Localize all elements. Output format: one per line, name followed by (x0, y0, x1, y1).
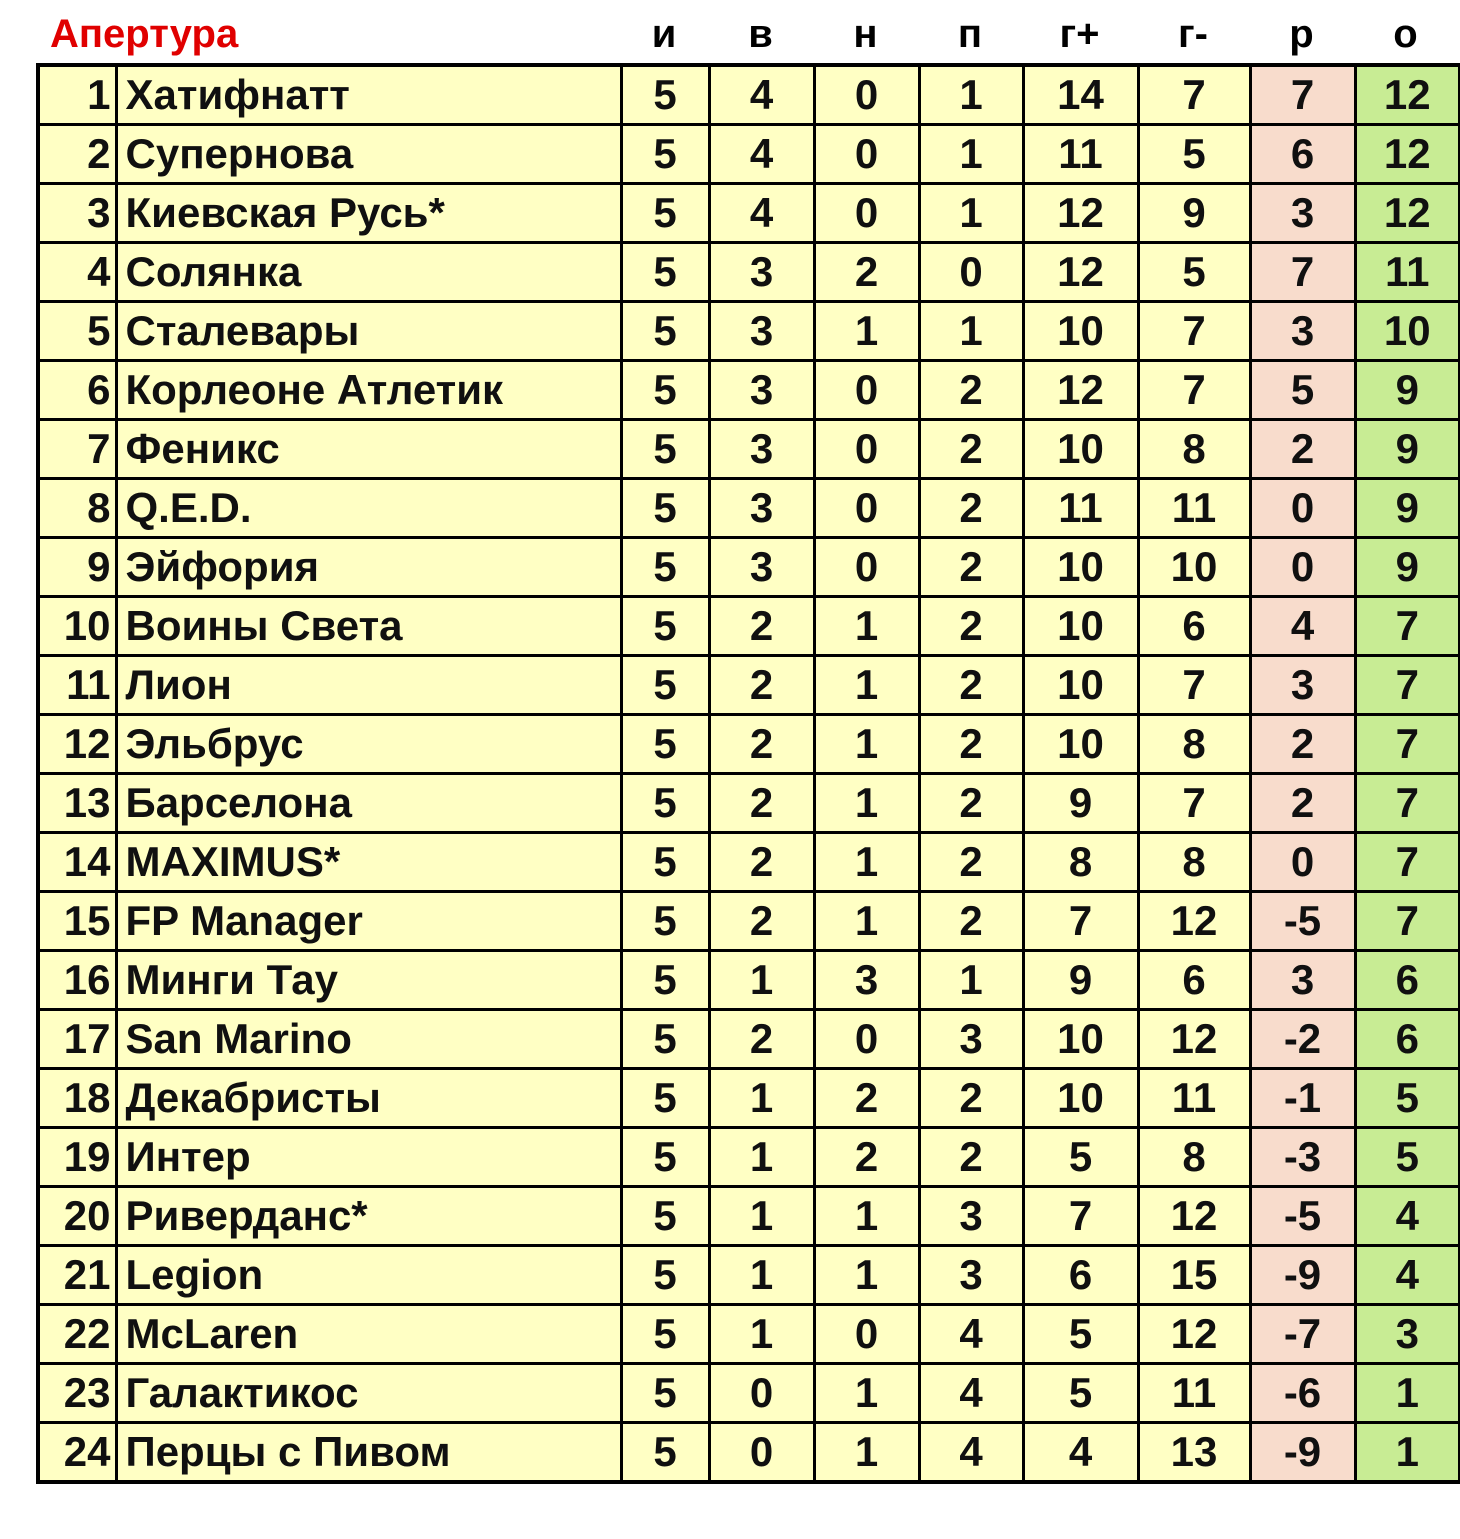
table-row (38, 479, 1460, 538)
draws-cell: 1 (814, 1364, 919, 1423)
games-cell: 5 (621, 184, 709, 243)
points-cell: 6 (1355, 951, 1460, 1010)
goal-difference-cell: 7 (1250, 65, 1355, 125)
position-cell: 5 (38, 302, 116, 361)
losses-cell: 2 (919, 420, 1023, 479)
team-name-cell: Эйфория (116, 538, 621, 597)
goals-against-cell: 12 (1138, 892, 1250, 951)
table-row (38, 1069, 1460, 1128)
draws-cell: 3 (814, 951, 919, 1010)
goals-for-cell: 10 (1023, 302, 1138, 361)
goal-difference-cell: 4 (1250, 597, 1355, 656)
games-cell: 5 (621, 951, 709, 1010)
goal-difference-cell: -1 (1250, 1069, 1355, 1128)
team-name-cell: Лион (116, 656, 621, 715)
losses-cell: 2 (919, 1069, 1023, 1128)
losses-cell: 2 (919, 892, 1023, 951)
position-cell: 14 (38, 833, 116, 892)
losses-cell: 1 (919, 125, 1023, 184)
goal-difference-cell: -9 (1250, 1246, 1355, 1305)
goals-against-cell: 5 (1138, 243, 1250, 302)
column-header-goal-difference: р (1289, 12, 1314, 56)
wins-cell: 3 (709, 243, 814, 302)
draws-cell: 1 (814, 1423, 919, 1483)
goals-for-cell: 5 (1023, 1128, 1138, 1187)
wins-cell: 3 (709, 302, 814, 361)
points-cell: 7 (1355, 892, 1460, 951)
games-cell: 5 (621, 656, 709, 715)
wins-cell: 4 (709, 65, 814, 125)
draws-cell: 2 (814, 1128, 919, 1187)
position-cell: 15 (38, 892, 116, 951)
team-name-cell: McLaren (116, 1305, 621, 1364)
losses-cell: 2 (919, 479, 1023, 538)
goals-against-cell: 7 (1138, 302, 1250, 361)
losses-cell: 2 (919, 715, 1023, 774)
goals-for-cell: 14 (1023, 65, 1138, 125)
column-header-points: о (1393, 12, 1418, 56)
goals-for-cell: 12 (1023, 243, 1138, 302)
table-title: Апертура (50, 12, 239, 56)
goals-for-cell: 12 (1023, 184, 1138, 243)
wins-cell: 2 (709, 656, 814, 715)
position-cell: 4 (38, 243, 116, 302)
table-row (38, 1423, 1460, 1483)
position-cell: 17 (38, 1010, 116, 1069)
team-name-cell: MAXIMUS* (116, 833, 621, 892)
points-cell: 9 (1355, 479, 1460, 538)
position-cell: 12 (38, 715, 116, 774)
column-header-goals-against: г- (1178, 12, 1208, 56)
draws-cell: 0 (814, 538, 919, 597)
losses-cell: 2 (919, 774, 1023, 833)
wins-cell: 1 (709, 1246, 814, 1305)
table-row (38, 833, 1460, 892)
wins-cell: 0 (709, 1364, 814, 1423)
draws-cell: 0 (814, 361, 919, 420)
goal-difference-cell: 0 (1250, 833, 1355, 892)
goals-against-cell: 7 (1138, 774, 1250, 833)
goals-against-cell: 11 (1138, 1069, 1250, 1128)
points-cell: 7 (1355, 597, 1460, 656)
position-cell: 10 (38, 597, 116, 656)
losses-cell: 2 (919, 833, 1023, 892)
goals-for-cell: 5 (1023, 1364, 1138, 1423)
draws-cell: 0 (814, 1010, 919, 1069)
points-cell: 5 (1355, 1069, 1460, 1128)
losses-cell: 2 (919, 1128, 1023, 1187)
goals-against-cell: 8 (1138, 715, 1250, 774)
goal-difference-cell: -5 (1250, 892, 1355, 951)
draws-cell: 1 (814, 1187, 919, 1246)
goals-against-cell: 12 (1138, 1305, 1250, 1364)
draws-cell: 2 (814, 243, 919, 302)
wins-cell: 3 (709, 538, 814, 597)
goals-against-cell: 8 (1138, 1128, 1250, 1187)
goal-difference-cell: -6 (1250, 1364, 1355, 1423)
position-cell: 2 (38, 125, 116, 184)
games-cell: 5 (621, 361, 709, 420)
goals-for-cell: 9 (1023, 774, 1138, 833)
team-name-cell: Минги Тау (116, 951, 621, 1010)
goal-difference-cell: -7 (1250, 1305, 1355, 1364)
goals-for-cell: 10 (1023, 1010, 1138, 1069)
losses-cell: 1 (919, 184, 1023, 243)
team-name-cell: Киевская Русь* (116, 184, 621, 243)
goal-difference-cell: 2 (1250, 420, 1355, 479)
points-cell: 5 (1355, 1128, 1460, 1187)
games-cell: 5 (621, 1305, 709, 1364)
points-cell: 3 (1355, 1305, 1460, 1364)
losses-cell: 3 (919, 1010, 1023, 1069)
goals-for-cell: 10 (1023, 715, 1138, 774)
points-cell: 7 (1355, 833, 1460, 892)
goals-against-cell: 8 (1138, 833, 1250, 892)
games-cell: 5 (621, 892, 709, 951)
position-cell: 22 (38, 1305, 116, 1364)
goals-against-cell: 6 (1138, 597, 1250, 656)
table-row (38, 125, 1460, 184)
table-row (38, 951, 1460, 1010)
goals-for-cell: 8 (1023, 833, 1138, 892)
goals-against-cell: 8 (1138, 420, 1250, 479)
draws-cell: 1 (814, 833, 919, 892)
losses-cell: 4 (919, 1423, 1023, 1483)
team-name-cell: Супернова (116, 125, 621, 184)
points-cell: 10 (1355, 302, 1460, 361)
points-cell: 7 (1355, 774, 1460, 833)
goal-difference-cell: 7 (1250, 243, 1355, 302)
losses-cell: 2 (919, 656, 1023, 715)
team-name-cell: San Marino (116, 1010, 621, 1069)
goals-against-cell: 7 (1138, 656, 1250, 715)
wins-cell: 4 (709, 184, 814, 243)
draws-cell: 0 (814, 65, 919, 125)
games-cell: 5 (621, 125, 709, 184)
table-row (38, 1128, 1460, 1187)
position-cell: 11 (38, 656, 116, 715)
column-header-draws: н (853, 12, 878, 56)
wins-cell: 2 (709, 715, 814, 774)
points-cell: 4 (1355, 1246, 1460, 1305)
draws-cell: 1 (814, 892, 919, 951)
table-row (38, 1246, 1460, 1305)
games-cell: 5 (621, 420, 709, 479)
goal-difference-cell: 3 (1250, 184, 1355, 243)
column-header-games: и (651, 12, 677, 56)
table-row (38, 184, 1460, 243)
goals-against-cell: 11 (1138, 479, 1250, 538)
losses-cell: 4 (919, 1305, 1023, 1364)
games-cell: 5 (621, 833, 709, 892)
draws-cell: 0 (814, 125, 919, 184)
table-row (38, 656, 1460, 715)
table-row (38, 361, 1460, 420)
position-cell: 7 (38, 420, 116, 479)
table-row (38, 420, 1460, 479)
column-header-goals-for: г+ (1059, 12, 1100, 56)
draws-cell: 1 (814, 656, 919, 715)
team-name-cell: Галактикос (116, 1364, 621, 1423)
points-cell: 1 (1355, 1364, 1460, 1423)
table-row (38, 302, 1460, 361)
team-name-cell: Воины Света (116, 597, 621, 656)
goal-difference-cell: 3 (1250, 951, 1355, 1010)
wins-cell: 1 (709, 1069, 814, 1128)
goals-for-cell: 12 (1023, 361, 1138, 420)
goals-against-cell: 11 (1138, 1364, 1250, 1423)
losses-cell: 2 (919, 361, 1023, 420)
wins-cell: 2 (709, 892, 814, 951)
team-name-cell: Эльбрус (116, 715, 621, 774)
losses-cell: 1 (919, 65, 1023, 125)
wins-cell: 2 (709, 833, 814, 892)
position-cell: 21 (38, 1246, 116, 1305)
team-name-cell: Феникс (116, 420, 621, 479)
goals-against-cell: 7 (1138, 361, 1250, 420)
goals-against-cell: 10 (1138, 538, 1250, 597)
table-row (38, 243, 1460, 302)
losses-cell: 1 (919, 951, 1023, 1010)
points-cell: 7 (1355, 715, 1460, 774)
team-name-cell: Перцы с Пивом (116, 1423, 621, 1483)
position-cell: 23 (38, 1364, 116, 1423)
table-row (38, 597, 1460, 656)
team-name-cell: Сталевары (116, 302, 621, 361)
points-cell: 6 (1355, 1010, 1460, 1069)
points-cell: 9 (1355, 361, 1460, 420)
team-name-cell: Q.E.D. (116, 479, 621, 538)
table-row (38, 715, 1460, 774)
losses-cell: 2 (919, 538, 1023, 597)
games-cell: 5 (621, 1187, 709, 1246)
wins-cell: 1 (709, 1305, 814, 1364)
goals-for-cell: 4 (1023, 1423, 1138, 1483)
games-cell: 5 (621, 1069, 709, 1128)
position-cell: 13 (38, 774, 116, 833)
losses-cell: 3 (919, 1187, 1023, 1246)
position-cell: 16 (38, 951, 116, 1010)
points-cell: 1 (1355, 1423, 1460, 1483)
wins-cell: 1 (709, 951, 814, 1010)
games-cell: 5 (621, 774, 709, 833)
goals-against-cell: 12 (1138, 1187, 1250, 1246)
goal-difference-cell: 3 (1250, 656, 1355, 715)
wins-cell: 0 (709, 1423, 814, 1483)
table-row (38, 1305, 1460, 1364)
wins-cell: 1 (709, 1128, 814, 1187)
draws-cell: 1 (814, 302, 919, 361)
points-cell: 12 (1355, 184, 1460, 243)
wins-cell: 2 (709, 774, 814, 833)
games-cell: 5 (621, 538, 709, 597)
games-cell: 5 (621, 479, 709, 538)
games-cell: 5 (621, 1246, 709, 1305)
games-cell: 5 (621, 1128, 709, 1187)
goals-against-cell: 15 (1138, 1246, 1250, 1305)
goal-difference-cell: -5 (1250, 1187, 1355, 1246)
losses-cell: 3 (919, 1246, 1023, 1305)
position-cell: 9 (38, 538, 116, 597)
column-header-wins: в (748, 12, 773, 56)
goal-difference-cell: 0 (1250, 479, 1355, 538)
goals-against-cell: 5 (1138, 125, 1250, 184)
goal-difference-cell: -2 (1250, 1010, 1355, 1069)
goals-for-cell: 6 (1023, 1246, 1138, 1305)
points-cell: 7 (1355, 656, 1460, 715)
games-cell: 5 (621, 597, 709, 656)
table-row (38, 538, 1460, 597)
goals-against-cell: 7 (1138, 65, 1250, 125)
draws-cell: 1 (814, 715, 919, 774)
position-cell: 8 (38, 479, 116, 538)
position-cell: 24 (38, 1423, 116, 1483)
team-name-cell: Legion (116, 1246, 621, 1305)
team-name-cell: Хатифнатт (116, 65, 621, 125)
draws-cell: 0 (814, 420, 919, 479)
games-cell: 5 (621, 1364, 709, 1423)
losses-cell: 0 (919, 243, 1023, 302)
points-cell: 9 (1355, 538, 1460, 597)
wins-cell: 3 (709, 479, 814, 538)
goals-for-cell: 10 (1023, 538, 1138, 597)
position-cell: 3 (38, 184, 116, 243)
goal-difference-cell: 0 (1250, 538, 1355, 597)
table-row (38, 65, 1460, 125)
games-cell: 5 (621, 1010, 709, 1069)
losses-cell: 4 (919, 1364, 1023, 1423)
goals-against-cell: 12 (1138, 1010, 1250, 1069)
column-header-losses: п (957, 12, 983, 56)
position-cell: 1 (38, 65, 116, 125)
table-row (38, 892, 1460, 951)
table-row (38, 1364, 1460, 1423)
goals-for-cell: 11 (1023, 125, 1138, 184)
points-cell: 11 (1355, 243, 1460, 302)
goal-difference-cell: -3 (1250, 1128, 1355, 1187)
goals-for-cell: 10 (1023, 656, 1138, 715)
draws-cell: 1 (814, 597, 919, 656)
wins-cell: 2 (709, 1010, 814, 1069)
position-cell: 18 (38, 1069, 116, 1128)
team-name-cell: Солянка (116, 243, 621, 302)
goals-for-cell: 7 (1023, 1187, 1138, 1246)
goal-difference-cell: 6 (1250, 125, 1355, 184)
games-cell: 5 (621, 1423, 709, 1483)
team-name-cell: Интер (116, 1128, 621, 1187)
points-cell: 4 (1355, 1187, 1460, 1246)
wins-cell: 2 (709, 597, 814, 656)
draws-cell: 0 (814, 479, 919, 538)
team-name-cell: Риверданс* (116, 1187, 621, 1246)
goals-for-cell: 9 (1023, 951, 1138, 1010)
draws-cell: 0 (814, 1305, 919, 1364)
points-cell: 12 (1355, 65, 1460, 125)
table-row (38, 1010, 1460, 1069)
points-cell: 12 (1355, 125, 1460, 184)
losses-cell: 2 (919, 597, 1023, 656)
losses-cell: 1 (919, 302, 1023, 361)
points-cell: 9 (1355, 420, 1460, 479)
goal-difference-cell: -9 (1250, 1423, 1355, 1483)
goal-difference-cell: 5 (1250, 361, 1355, 420)
position-cell: 19 (38, 1128, 116, 1187)
goal-difference-cell: 2 (1250, 774, 1355, 833)
position-cell: 20 (38, 1187, 116, 1246)
wins-cell: 4 (709, 125, 814, 184)
games-cell: 5 (621, 715, 709, 774)
draws-cell: 0 (814, 184, 919, 243)
draws-cell: 1 (814, 1246, 919, 1305)
team-name-cell: Барселона (116, 774, 621, 833)
goals-for-cell: 7 (1023, 892, 1138, 951)
goal-difference-cell: 3 (1250, 302, 1355, 361)
team-name-cell: FP Manager (116, 892, 621, 951)
team-name-cell: Декабристы (116, 1069, 621, 1128)
goals-for-cell: 10 (1023, 597, 1138, 656)
games-cell: 5 (621, 302, 709, 361)
goals-against-cell: 13 (1138, 1423, 1250, 1483)
goals-for-cell: 10 (1023, 420, 1138, 479)
position-cell: 6 (38, 361, 116, 420)
table-row (38, 1187, 1460, 1246)
goals-for-cell: 11 (1023, 479, 1138, 538)
table-row (38, 774, 1460, 833)
goals-against-cell: 6 (1138, 951, 1250, 1010)
team-name-cell: Корлеоне Атлетик (116, 361, 621, 420)
wins-cell: 1 (709, 1187, 814, 1246)
wins-cell: 3 (709, 420, 814, 479)
wins-cell: 3 (709, 361, 814, 420)
draws-cell: 1 (814, 774, 919, 833)
games-cell: 5 (621, 65, 709, 125)
goal-difference-cell: 2 (1250, 715, 1355, 774)
goals-for-cell: 10 (1023, 1069, 1138, 1128)
draws-cell: 2 (814, 1069, 919, 1128)
games-cell: 5 (621, 243, 709, 302)
goals-for-cell: 5 (1023, 1305, 1138, 1364)
standings-table (36, 63, 1460, 1484)
goals-against-cell: 9 (1138, 184, 1250, 243)
